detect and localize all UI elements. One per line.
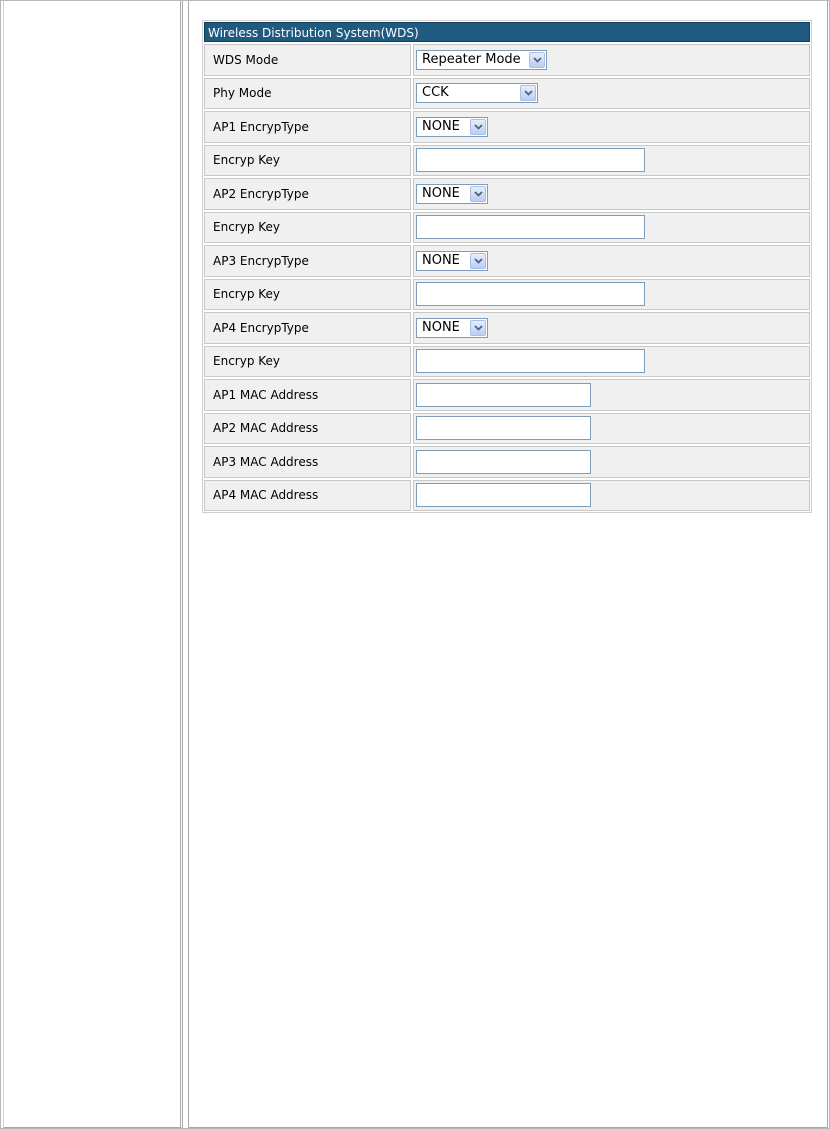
ap2-encryp-key-input[interactable] xyxy=(416,215,645,239)
wds-mode-cell xyxy=(413,44,810,76)
ap4-encryp-key-row xyxy=(204,346,810,378)
ap1-encryp-key-row xyxy=(204,145,810,177)
ap1-encryp-type-cell xyxy=(413,111,810,143)
left-navigation-pane xyxy=(3,1,183,1128)
chevron-down-icon[interactable] xyxy=(470,320,486,336)
ap3-mac-cell xyxy=(413,446,810,478)
phy-mode-cell xyxy=(413,78,810,110)
ap2-mac-label: AP2 MAC Address xyxy=(204,413,411,445)
chevron-down-icon[interactable] xyxy=(470,253,486,269)
ap3-encryp-key-input[interactable] xyxy=(416,282,645,306)
ap3-encryp-type-cell xyxy=(413,245,810,277)
phy-mode-select[interactable] xyxy=(416,83,538,103)
ap1-encryp-type-label: AP1 EncrypType xyxy=(204,111,411,143)
ap2-encryp-type-select-value: NONE xyxy=(422,185,460,201)
ap3-mac-label: AP3 MAC Address xyxy=(204,446,411,478)
ap4-mac-input[interactable] xyxy=(416,483,591,507)
content-pane xyxy=(188,1,828,1128)
ap4-encryp-type-row xyxy=(204,312,810,344)
ap4-encryp-type-select-value: NONE xyxy=(422,319,460,335)
ap1-encryp-type-select[interactable] xyxy=(416,117,488,137)
chevron-down-icon[interactable] xyxy=(470,119,486,135)
ap1-mac-cell xyxy=(413,379,810,411)
phy-mode-label: Phy Mode xyxy=(204,78,411,110)
ap3-encryp-type-label: AP3 EncrypType xyxy=(204,245,411,277)
ap3-mac-input[interactable] xyxy=(416,450,591,474)
ap4-encryp-key-cell xyxy=(413,346,810,378)
ap3-mac-row xyxy=(204,446,810,478)
ap3-encryp-key-cell xyxy=(413,279,810,311)
ap4-mac-row xyxy=(204,480,810,512)
ap2-encryp-type-row xyxy=(204,178,810,210)
ap4-mac-cell xyxy=(413,480,810,512)
ap1-encryp-key-label: Encryp Key xyxy=(204,145,411,177)
ap2-mac-input[interactable] xyxy=(416,416,591,440)
wds-mode-select-value: Repeater Mode xyxy=(422,51,521,67)
ap3-encryp-key-label: Encryp Key xyxy=(204,279,411,311)
ap4-encryp-type-cell xyxy=(413,312,810,344)
ap4-encryp-type-label: AP4 EncrypType xyxy=(204,312,411,344)
ap1-mac-input[interactable] xyxy=(416,383,591,407)
wds-mode-label: WDS Mode xyxy=(204,44,411,76)
chevron-down-icon[interactable] xyxy=(520,85,536,101)
ap1-encryp-key-input[interactable] xyxy=(416,148,645,172)
chevron-down-icon[interactable] xyxy=(470,186,486,202)
phy-mode-select-value: CCK xyxy=(422,85,449,101)
phy-mode-row xyxy=(204,78,810,110)
wds-mode-row xyxy=(204,44,810,76)
ap3-encryp-type-select[interactable] xyxy=(416,251,488,271)
chevron-down-icon[interactable] xyxy=(529,52,545,68)
ap4-encryp-type-select[interactable] xyxy=(416,318,488,338)
ap1-encryp-key-cell xyxy=(413,145,810,177)
ap3-encryp-key-row xyxy=(204,279,810,311)
ap1-encryp-type-select-value: NONE xyxy=(422,118,460,134)
ap2-mac-cell xyxy=(413,413,810,445)
ap2-encryp-key-label: Encryp Key xyxy=(204,212,411,244)
ap2-mac-row xyxy=(204,413,810,445)
ap3-encryp-type-select-value: NONE xyxy=(422,252,460,268)
ap2-encryp-key-row xyxy=(204,212,810,244)
ap1-encryp-type-row xyxy=(204,111,810,143)
wds-section-header: Wireless Distribution System(WDS) xyxy=(204,22,810,42)
ap1-mac-row xyxy=(204,379,810,411)
ap4-mac-label: AP4 MAC Address xyxy=(204,480,411,512)
ap4-encryp-key-label: Encryp Key xyxy=(204,346,411,378)
ap1-mac-label: AP1 MAC Address xyxy=(204,379,411,411)
ap4-encryp-key-input[interactable] xyxy=(416,349,645,373)
wds-settings-table xyxy=(202,20,812,513)
ap2-encryp-key-cell xyxy=(413,212,810,244)
ap2-encryp-type-label: AP2 EncrypType xyxy=(204,178,411,210)
wds-mode-select[interactable] xyxy=(416,50,547,70)
ap3-encryp-type-row xyxy=(204,245,810,277)
ap2-encryp-type-cell xyxy=(413,178,810,210)
ap2-encryp-type-select[interactable] xyxy=(416,184,488,204)
